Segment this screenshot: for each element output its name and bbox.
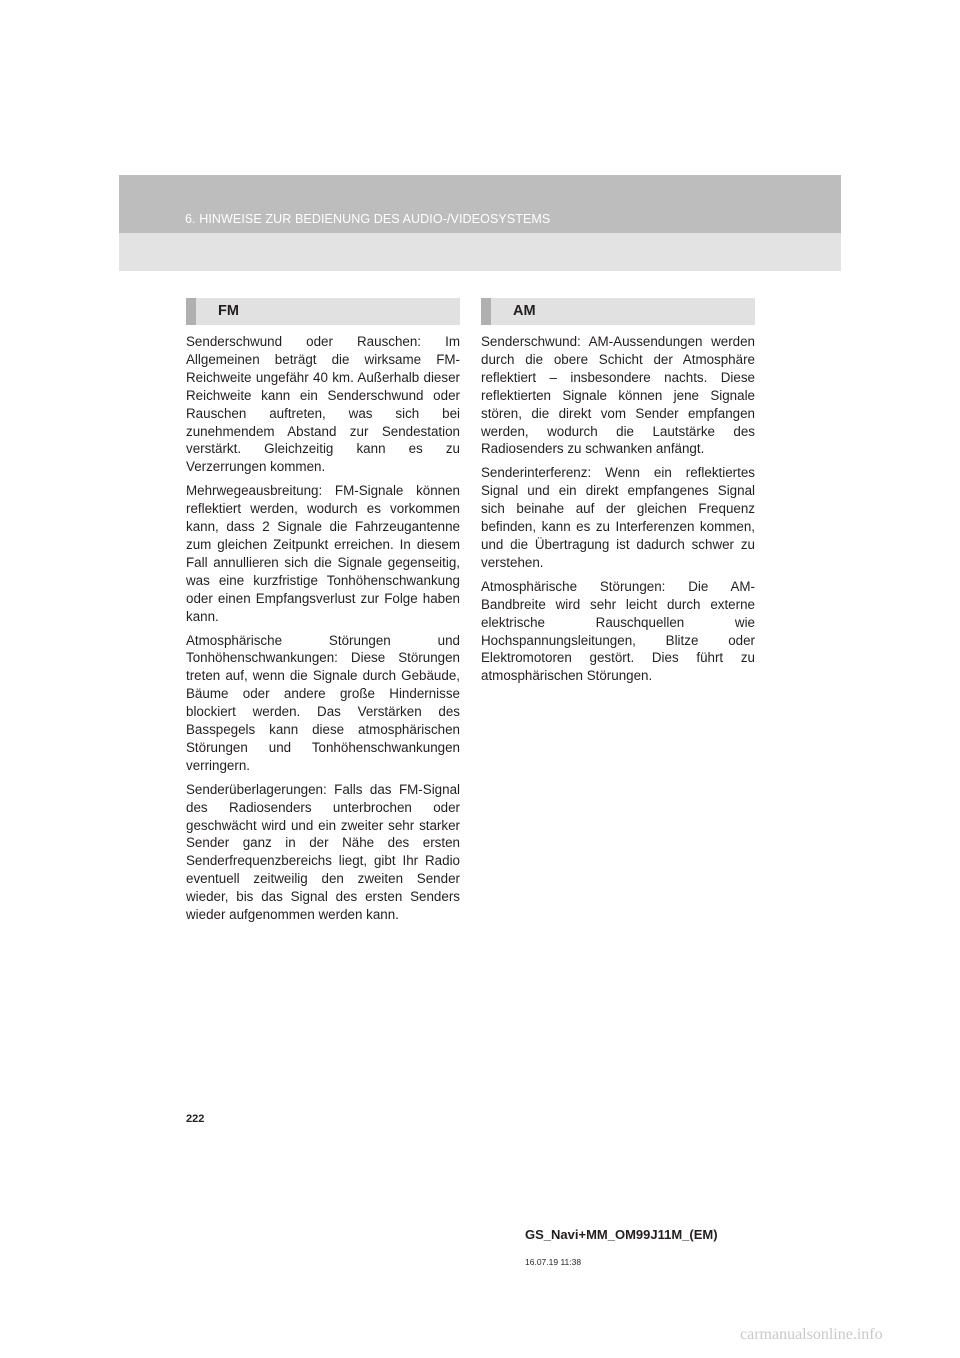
document-id: GS_Navi+MM_OM99J11M_(EM) (525, 1227, 718, 1242)
chapter-header (119, 175, 841, 271)
document-timestamp: 16.07.19 11:38 (525, 1257, 582, 1267)
fm-paragraph-flutter: Atmosphärische Störungen und Tonhöhenschwankungen: Diese Störungen treten auf, wenn die Signale durch Gebäude, Bäume oder andere große Hindernisse blockiert werden. Das Verstärken des Basspegels kann diese atmosphärischen Störungen und Tonhöhenschwankungen verringern. (186, 632, 460, 773)
fm-section-heading (186, 298, 460, 325)
am-section (481, 298, 755, 691)
watermark: carmanualsonline.info (740, 1326, 883, 1343)
am-heading-label: AM (513, 303, 536, 319)
section-marker (481, 298, 491, 325)
chapter-header-strip (119, 175, 841, 233)
am-paragraph-fading: Senderschwund: AM-Aussendungen werden durch die obere Schicht der Atmosphäre reflektiert – insbesondere nachts. Diese reflektierten Signale können jene Signale stören, die direkt vom Sender empfangen werden, wodurch die Lautstärke des Radiosenders zu schwanken anfängt. (481, 334, 755, 457)
fm-paragraph-fading: Senderschwund oder Rauschen: Im Allgemeinen beträgt die wirksame FM-Reichweite ungefähr 40 km. Außerhalb dieser Reichweite kann ein Senderschwund oder Rauschen auftreten, was sich bei zunehmendem Abstand zur Sendestation verstärkt. Gleichzeitig kann es zu Verzerrungen kommen. (186, 334, 460, 475)
am-paragraph-interference: Senderinterferenz: Wenn ein reflektiertes Signal und ein direkt empfangenes Signal sich beinahe auf der gleichen Frequenz befinden, kann es zu Interferenzen kommen, und die Übertragung ist dadurch schwer zu verstehen. (481, 465, 755, 570)
fm-heading-label: FM (218, 303, 239, 319)
page-number: 222 (186, 1113, 205, 1125)
am-paragraph-static: Atmosphärische Störungen: Die AM-Bandbreite wird sehr leicht durch externe elektrische Rauschquellen wie Hochspannungsleitungen, Blitze oder Elektromotoren gestört. Dies führt zu atmosphärischen Störungen. (481, 578, 755, 684)
chapter-title: 6. HINWEISE ZUR BEDIENUNG DES AUDIO-/VIDEOSYSTEMS (185, 212, 551, 226)
section-marker (186, 298, 196, 325)
fm-paragraph-station-swamping: Senderüberlagerungen: Falls das FM-Signal des Radiosenders unterbrochen oder geschwächt wird und ein zweiter sehr starker Sender ganz in der Nähe des ersten Senderfrequenzbereichs liegt, gibt Ihr Radio eventuell zeitweilig den zweiten Sender wieder, bis das Signal des ersten Senders wieder aufgenommen werden kann. (186, 781, 460, 923)
am-section-heading (481, 298, 755, 325)
fm-paragraph-multipath: Mehrwegeausbreitung: FM-Signale können reflektiert werden, wodurch es vorkommen kann, dass 2 Signale die Fahrzeugantenne zum gleichen Zeitpunkt erreichen. In diesem Fall annullieren sich die Signale gegenseitig, was eine kurzfristige Tonhöhenschwankung oder einen Empfangsverlust zur Folge haben kann. (186, 483, 460, 624)
fm-section (186, 298, 460, 930)
